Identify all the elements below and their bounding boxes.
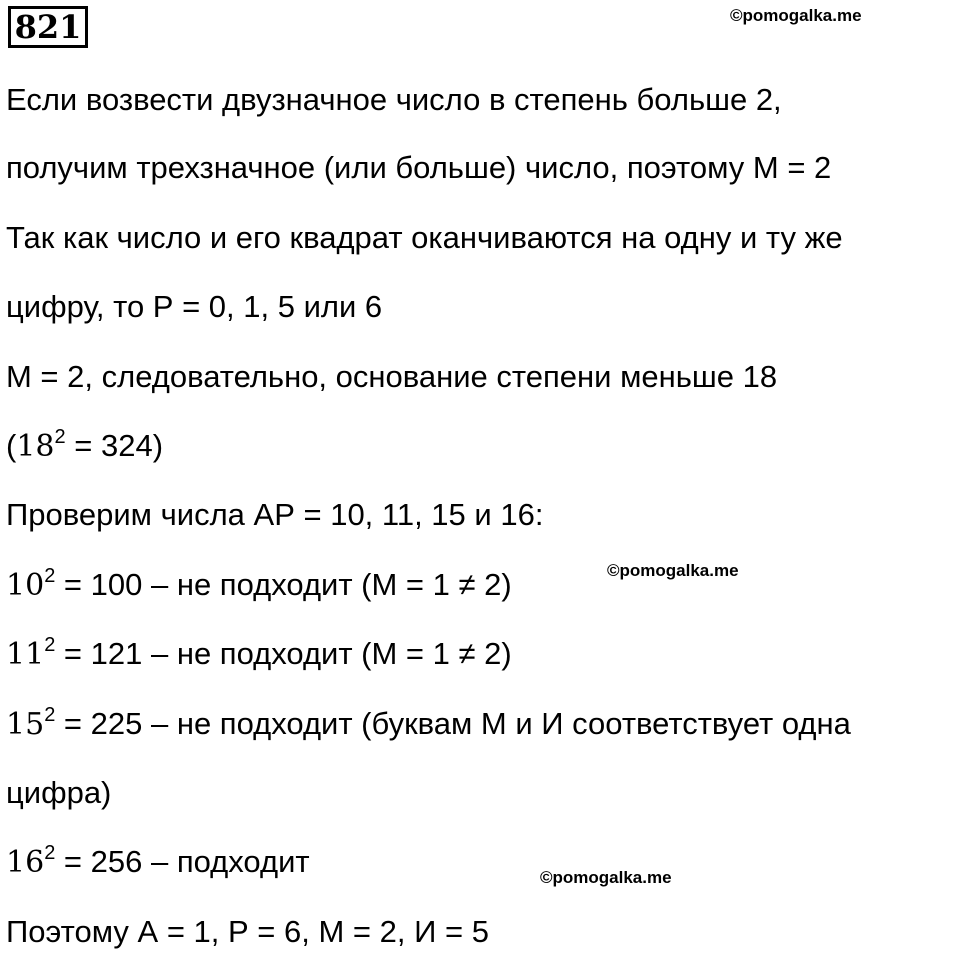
text-line-6 — [6, 424, 163, 468]
text-line-12 — [6, 840, 310, 884]
power-exponent: 2 — [54, 425, 66, 448]
watermark-top: ©pomogalka.me — [730, 6, 862, 25]
equation-rest: = 100 – не подходит (М = 1 ≠ 2) — [55, 567, 512, 602]
problem-number: 821 — [8, 6, 88, 48]
paren-open: ( — [6, 428, 17, 463]
text-line-13: Поэтому А = 1, Р = 6, М = 2, И = 5 — [6, 914, 489, 949]
text-line-8 — [6, 563, 512, 607]
power-exponent: 2 — [44, 633, 56, 656]
text-line-1: Если возвести двузначное число в степень больше 2, — [6, 82, 782, 117]
text-line-2: получим трехзначное (или больше) число, поэтому М = 2 — [6, 150, 832, 185]
text-line-3: Так как число и его квадрат оканчиваются на одну и ту же — [6, 220, 843, 255]
watermark-middle: ©pomogalka.me — [607, 561, 739, 580]
text-line-10 — [6, 702, 851, 746]
power-exponent: 2 — [44, 703, 56, 726]
equation-rest: = 324) — [65, 428, 164, 463]
power-base: 11 — [6, 637, 45, 672]
equation-rest: = 225 – не подходит (буквам М и И соответствует одна — [55, 706, 851, 741]
power-base: 15 — [6, 707, 45, 742]
equation-rest: = 256 – подходит — [55, 844, 310, 879]
watermark-bottom: ©pomogalka.me — [540, 868, 672, 887]
text-line-4: цифру, то Р = 0, 1, 5 или 6 — [6, 289, 383, 324]
power-base: 18 — [16, 429, 55, 464]
text-line-5: М = 2, следовательно, основание степени меньше 18 — [6, 359, 778, 394]
power-base: 16 — [6, 845, 45, 880]
power-base: 10 — [6, 568, 45, 603]
equation-rest: = 121 – не подходит (М = 1 ≠ 2) — [55, 636, 512, 671]
text-line-9 — [6, 632, 512, 676]
power-exponent: 2 — [44, 564, 56, 587]
power-exponent: 2 — [44, 841, 56, 864]
text-line-11: цифра) — [6, 775, 112, 810]
text-line-7: Проверим числа АР = 10, 11, 15 и 16: — [6, 497, 544, 532]
